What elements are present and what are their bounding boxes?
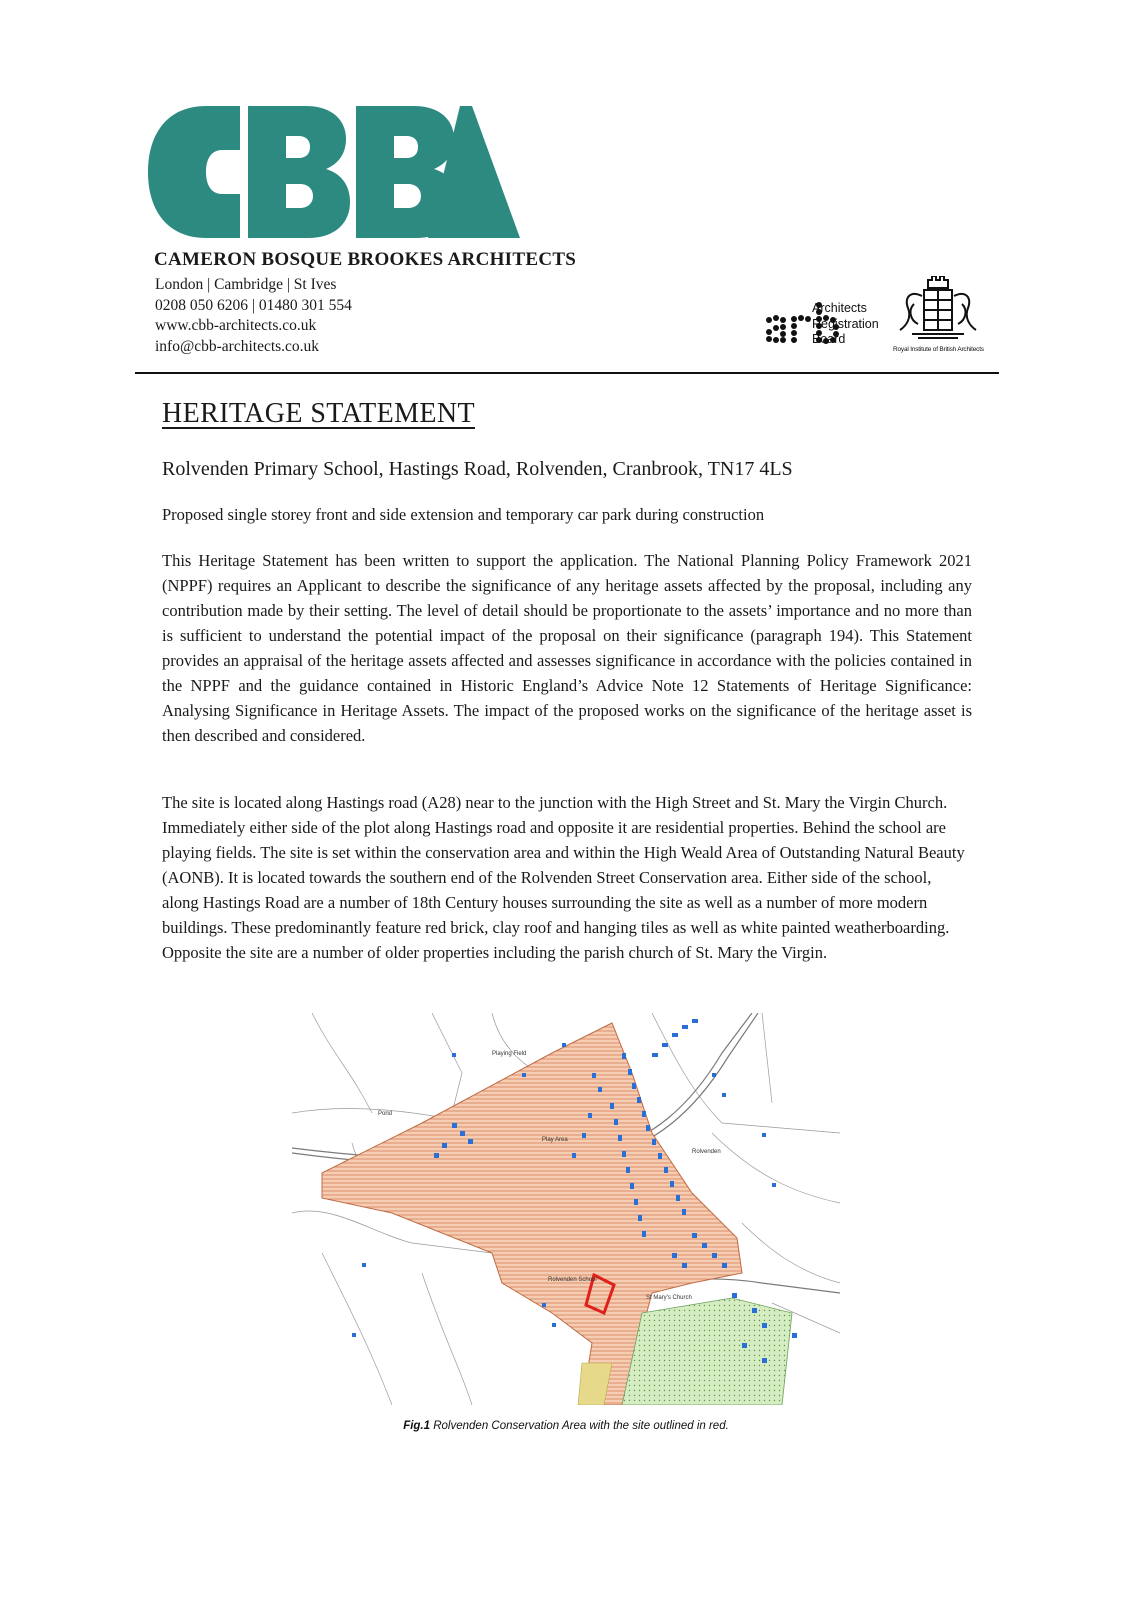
offices-line: London | Cambridge | St Ives [155, 276, 337, 293]
figure-caption [0, 1420, 1132, 1432]
map-label-school: Rolvenden School [548, 1277, 597, 1283]
map-label-pond: Pond [378, 1111, 393, 1117]
firm-name: CAMERON BOSQUE BROOKES ARCHITECTS [154, 249, 577, 270]
arb-text [812, 301, 879, 348]
page-title: HERITAGE STATEMENT [162, 398, 476, 429]
arb-line-3: Board [812, 332, 846, 346]
proposal-description: Proposed single storey front and side extension and temporary car park during construction [162, 505, 765, 524]
map-label-church: St Mary's Church [646, 1295, 692, 1301]
figure-number: Fig.1 [403, 1420, 431, 1432]
email-link[interactable]: info@cbb-architects.co.uk [155, 337, 320, 355]
arb-line-2: Registration [812, 316, 879, 331]
figure-caption-text: Rolvenden Conservation Area with the site outlined in red. [433, 1420, 729, 1432]
paragraph-intro: This Heritage Statement has been written to support the application. The National Planning Policy Framework 2021 (NPPF) requires an Applicant to describe the significance of any heritage assets affected by the proposal, including any contribution made by their setting. The level of detail should be proportionate to the assets’ importance and no more than is sufficient to understand the potential impact of the proposal on their significance (paragraph 194). This Statement provides an appraisal of the heritage assets affected and assesses significance in accordance with the policies contained in the NPPF and the guidance contained in Historic England’s Advice Note 12 Statements of Heritage Significance: Analysing Significance in Heritage Assets. The impact of the proposed works on the significance of the heritage asset is then described and considered. [162, 551, 972, 745]
riba-crest-icon [898, 276, 978, 342]
map-label-playing-field: Playing Field [492, 1051, 527, 1057]
conservation-area-map [292, 1013, 840, 1405]
map-label-rolvenden: Rolvenden [692, 1149, 721, 1155]
phone-line: 0208 050 6206 | 01480 301 554 [155, 296, 352, 314]
map-label-play-area: Play Area [542, 1137, 568, 1143]
paragraph-site: The site is located along Hastings road (A28) near to the junction with the High Street and St. Mary the Virgin Church. Immediately either side of the plot along Hastings road and opposite it are residential properties. Behind the school are playing fields. The site is set within the conservation area and within the High Weald Area of Outstanding Natural Beauty (AONB). It is located towards the southern end of the Rolvenden Street Conservation area. Either side of the school, along Hastings Road are a number of 18th Century houses surrounding the site as well as a number of more modern buildings. These predominantly feature red brick, clay roof and hanging tiles as well as white painted weatherboarding. Opposite the site are a number of older properties including the parish church of St. Mary the Virgin. [162, 793, 965, 962]
header-divider [135, 372, 999, 374]
map-graphic [292, 1013, 840, 1405]
contact-block [155, 275, 352, 357]
arb-line-1: Architects [812, 301, 867, 315]
cbba-logo [148, 106, 520, 238]
riba-label: Royal Institute of British Architects [893, 346, 984, 353]
site-address: Rolvenden Primary School, Hastings Road, Rolvenden, Cranbrook, TN17 4LS [162, 458, 793, 480]
website-link[interactable]: www.cbb-architects.co.uk [155, 317, 317, 334]
